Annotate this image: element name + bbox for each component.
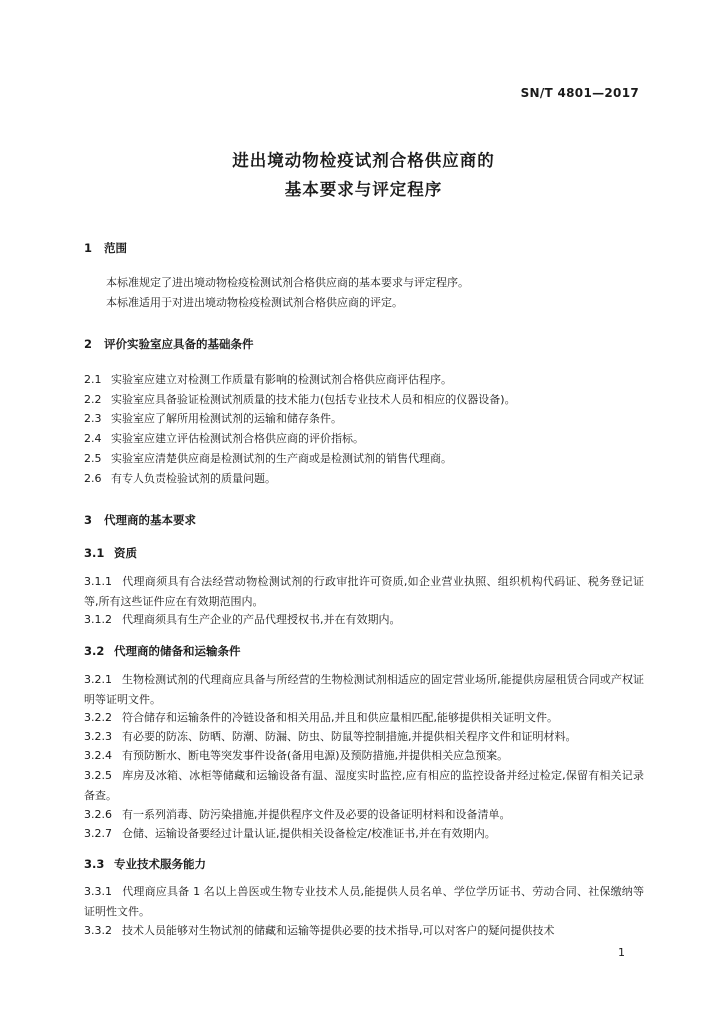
list-item: 3.1.1 代理商须具有合法经营动物检测试剂的行政审批许可资质,如企业营业执照、组织机构代码证、税务登记证等,所有这些证件应在有效期范围内。 — [84, 575, 644, 608]
list-item: 2.3 实验室应了解所用检测试剂的运输和储存条件。 — [84, 412, 342, 425]
list-item: 3.2.2 符合储存和运输条件的冷链设备和相关用品,并且和供应量相匹配,能够提供相关证明文件。 — [84, 711, 558, 724]
list-item: 2.2 实验室应具备验证检测试剂质量的技术能力(包括专业技术人员和相应的仪器设备)。 — [84, 393, 516, 406]
document-title-line-1: 进出境动物检疫试剂合格供应商的 — [232, 151, 495, 170]
list-item: 3.2.4 有预防断水、断电等突发事件设备(备用电源)及预防措施,并提供相关应急预案。 — [84, 749, 509, 762]
list-item: 2.6 有专人负责检验试剂的质量问题。 — [84, 472, 276, 485]
list-item: 2.5 实验室应清楚供应商是检测试剂的生产商或是检测试剂的销售代理商。 — [84, 452, 452, 465]
list-item: 3.2.5 库房及冰箱、冰柜等储藏和运输设备有温、湿度实时监控,应有相应的监控设备并经过检定,保留有相关记录备查。 — [84, 769, 644, 802]
subsection-3-1-heading: 3.1 资质 — [84, 546, 137, 560]
section-1-paragraph-2: 本标准适用于对进出境动物检疫检测试剂合格供应商的评定。 — [106, 296, 403, 309]
list-item: 3.2.6 有一系列消毒、防污染措施,并提供程序文件及必要的设备证明材料和设备清单。 — [84, 808, 511, 821]
list-item: 2.4 实验室应建立评估检测试剂合格供应商的评价指标。 — [84, 432, 364, 445]
list-item: 3.2.3 有必要的防冻、防晒、防潮、防漏、防虫、防鼠等控制措施,并提供相关程序文件和证明材料。 — [84, 730, 577, 743]
page-number: 1 — [618, 946, 625, 959]
section-1-paragraph-1: 本标准规定了进出境动物检疫检测试剂合格供应商的基本要求与评定程序。 — [106, 276, 469, 289]
standard-code: SN/T 4801—2017 — [520, 86, 639, 100]
section-1-heading — [84, 240, 127, 256]
list-item: 3.2.1 生物检测试剂的代理商应具备与所经营的生物检测试剂相适应的固定营业场所,能提供房屋租赁合同或产权证明等证明文件。 — [84, 673, 644, 706]
list-item: 3.2.7 仓储、运输设备要经过计量认证,提供相关设备检定/校准证书,并在有效期内。 — [84, 827, 496, 840]
list-item: 3.3.1 代理商应具备 1 名以上兽医或生物专业技术人员,能提供人员名单、学位学历证书、劳动合同、社保缴纳等证明性文件。 — [84, 885, 644, 918]
section-title: 评价实验室应具备的基础条件 — [104, 337, 254, 351]
section-title: 范围 — [104, 241, 127, 255]
document-title-line-2: 基本要求与评定程序 — [284, 180, 443, 199]
subsection-3-3-heading: 3.3 专业技术服务能力 — [84, 857, 206, 871]
subsection-3-2-heading: 3.2 代理商的储备和运输条件 — [84, 644, 241, 658]
list-item: 3.1.2 代理商须具有生产企业的产品代理授权书,并在有效期内。 — [84, 613, 401, 626]
section-number: 1 — [84, 241, 93, 255]
section-title: 代理商的基本要求 — [104, 513, 196, 527]
list-item: 3.3.2 技术人员能够对生物试剂的储藏和运输等提供必要的技术指导,可以对客户的疑问提供技术 — [84, 924, 555, 937]
section-3-heading — [84, 512, 196, 528]
section-number: 3 — [84, 513, 93, 527]
list-item: 2.1 实验室应建立对检测工作质量有影响的检测试剂合格供应商评估程序。 — [84, 373, 452, 386]
section-number: 2 — [84, 337, 93, 351]
section-2-heading — [84, 336, 254, 352]
